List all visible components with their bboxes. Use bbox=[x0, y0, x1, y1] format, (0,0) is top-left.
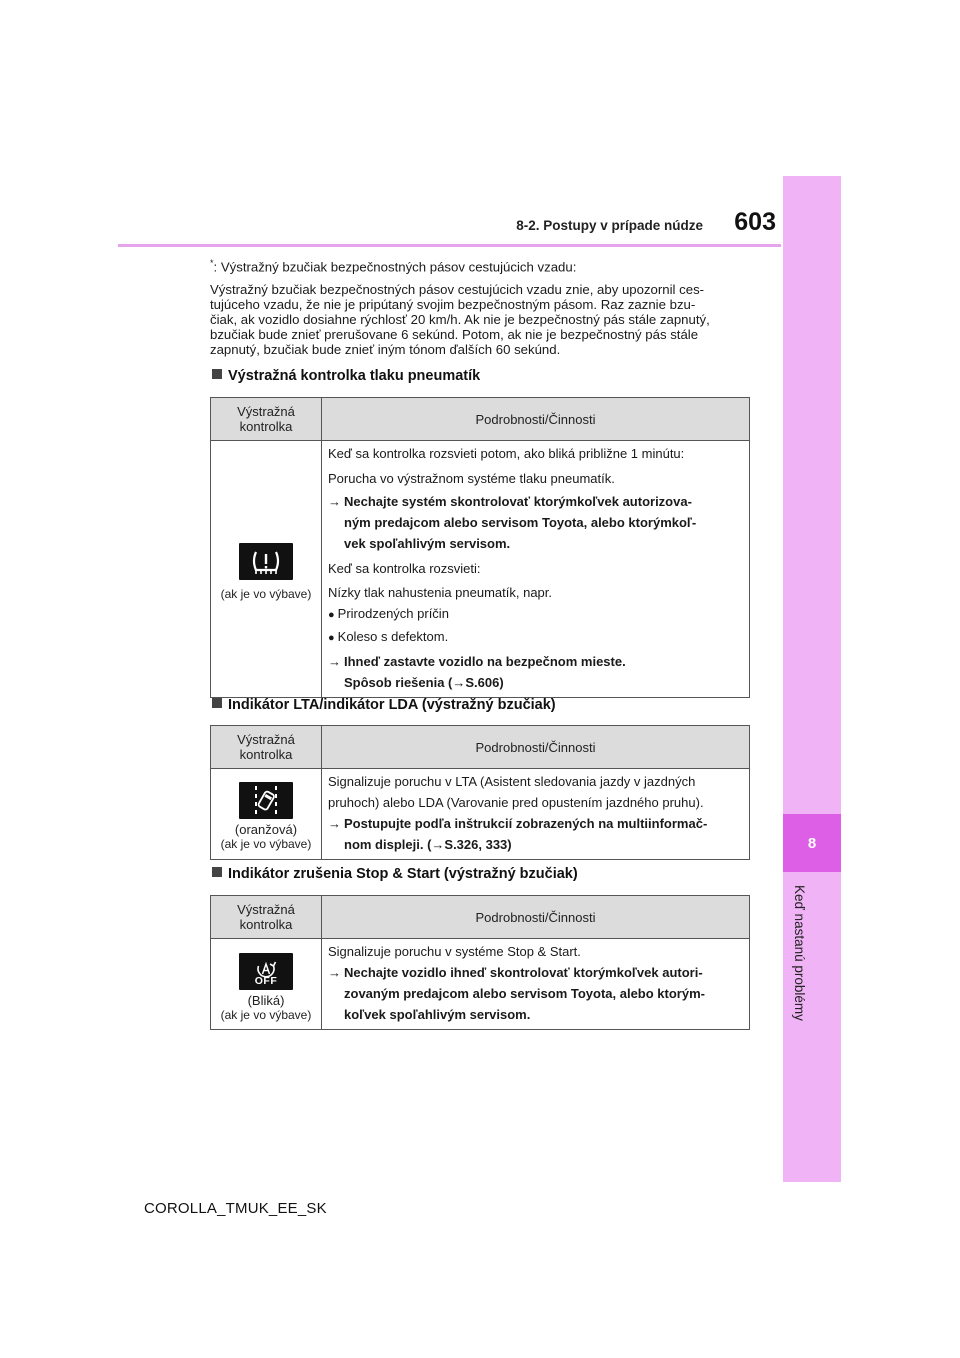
paragraph-line: čiak, ak vozidlo dosiahne rýchlosť 20 km/h. Ak nie je bezpečnostný pás stále zapnutý, bbox=[210, 312, 710, 327]
warning-table-stop-start bbox=[210, 895, 750, 1030]
square-bullet-icon bbox=[212, 867, 222, 877]
section-heading: Indikátor LTA/indikátor LDA (výstražný bzučiak) bbox=[212, 697, 556, 713]
detail-text: Signalizuje poruchu v systéme Stop & Start. bbox=[328, 944, 581, 959]
stop-start-off-icon bbox=[239, 953, 293, 990]
details-cell bbox=[322, 441, 750, 698]
details-cell bbox=[322, 939, 750, 1030]
chapter-title: Keď nastanú problémy bbox=[792, 885, 807, 1021]
detail-text: Keď sa kontrolka rozsvieti potom, ako bliká približne 1 minútu: bbox=[328, 446, 685, 461]
detail-text: Signalizuje poruchu v LTA (Asistent sledovania jazdy v jazdných bbox=[328, 774, 696, 789]
paragraph-line: bzučiak bude znieť prerušovane 6 sekúnd. Potom, ak nie je bezpečnostný pás stále bbox=[210, 327, 699, 342]
footnote-mark: * bbox=[210, 258, 214, 268]
detail-action: → Postupujte podľa inštrukcií zobrazených na multiinformač- nom displeji. (→S.326, 333) bbox=[328, 816, 708, 852]
section-heading: Indikátor zrušenia Stop & Start (výstražný bzučiak) bbox=[212, 866, 578, 882]
indicator-cell bbox=[211, 939, 322, 1030]
seatbelt-paragraph bbox=[210, 282, 755, 357]
table-header-details: Podrobnosti/Činnosti bbox=[322, 398, 750, 441]
section-heading: Výstražná kontrolka tlaku pneumatík bbox=[212, 368, 480, 384]
page-number: 603 bbox=[734, 208, 776, 236]
header-rule bbox=[118, 244, 781, 247]
indicator-caption: (ak je vo výbave) bbox=[220, 587, 312, 601]
indicator-cell bbox=[211, 769, 322, 860]
indicator-cell bbox=[211, 441, 322, 698]
detail-action: → Nechajte systém skontrolovať ktorýmkoľvek autorizova- ným predajcom alebo servisom Toyota, alebo ktorýmkoľ- vek spoľahlivým servisom. bbox=[328, 494, 697, 551]
detail-text: Nízky tlak nahustenia pneumatík, napr. bbox=[328, 585, 553, 600]
detail-bullet: ● Koleso s defektom. bbox=[328, 626, 743, 649]
paragraph-line: Výstražný bzučiak bezpečnostných pásov cestujúcich vzadu znie, aby upozornil ces- bbox=[210, 282, 705, 297]
detail-text: Keď sa kontrolka rozsvieti: bbox=[328, 561, 481, 576]
detail-text: Porucha vo výstražnom systéme tlaku pneumatík. bbox=[328, 471, 615, 486]
footnote bbox=[210, 256, 755, 274]
detail-bullet: ● Prirodzených príčin bbox=[328, 603, 743, 626]
indicator-caption: (oranžová) bbox=[234, 821, 298, 837]
footnote-text: : Výstražný bzučiak bezpečnostných pásov cestujúcich vzadu: bbox=[213, 259, 577, 275]
warning-table-lta-lda bbox=[210, 725, 750, 860]
detail-action: → Ihneď zastavte vozidlo na bezpečnom mieste. Spôsob riešenia (→S.606) bbox=[328, 654, 626, 690]
warning-table-tire-pressure bbox=[210, 397, 750, 698]
detail-text: pruhoch) alebo LDA (Varovanie pred opustením jazdného pruhu). bbox=[328, 795, 704, 810]
section-title: 8-2. Postupy v prípade núdze bbox=[516, 218, 703, 233]
paragraph-line: tujúceho vzadu, že nie je pripútaný svojim bezpečnostným pásom. Raz zaznie bzu- bbox=[210, 297, 696, 312]
lane-departure-warning-icon bbox=[239, 782, 293, 819]
table-header-details: Podrobnosti/Činnosti bbox=[322, 726, 750, 769]
indicator-caption: (Bliká) bbox=[247, 992, 285, 1008]
paragraph-line: zapnutý, bzučiak bude znieť iným tónom ďalších 60 sekúnd. bbox=[210, 342, 561, 357]
table-header-indicator: Výstražná kontrolka bbox=[211, 726, 322, 769]
indicator-caption: (ak je vo výbave) bbox=[220, 836, 312, 851]
tire-pressure-warning-icon bbox=[239, 543, 293, 580]
indicator-caption: (ak je vo výbave) bbox=[220, 1007, 312, 1022]
square-bullet-icon bbox=[212, 369, 222, 379]
square-bullet-icon bbox=[212, 698, 222, 708]
table-header-indicator: Výstražná kontrolka bbox=[211, 896, 322, 939]
chapter-number: 8 bbox=[783, 814, 841, 872]
table-header-details: Podrobnosti/Činnosti bbox=[322, 896, 750, 939]
footer-document-code: COROLLA_TMUK_EE_SK bbox=[144, 1200, 327, 1217]
table-header-indicator: Výstražná kontrolka bbox=[211, 398, 322, 441]
icon-off-label: OFF bbox=[254, 974, 278, 987]
details-cell bbox=[322, 769, 750, 860]
detail-action: → Nechajte vozidlo ihneď skontrolovať ktorýmkoľvek autori- zovaným predajcom alebo servisom Toyota, alebo ktorým- koľvek spoľahlivým servisom. bbox=[328, 965, 705, 1022]
